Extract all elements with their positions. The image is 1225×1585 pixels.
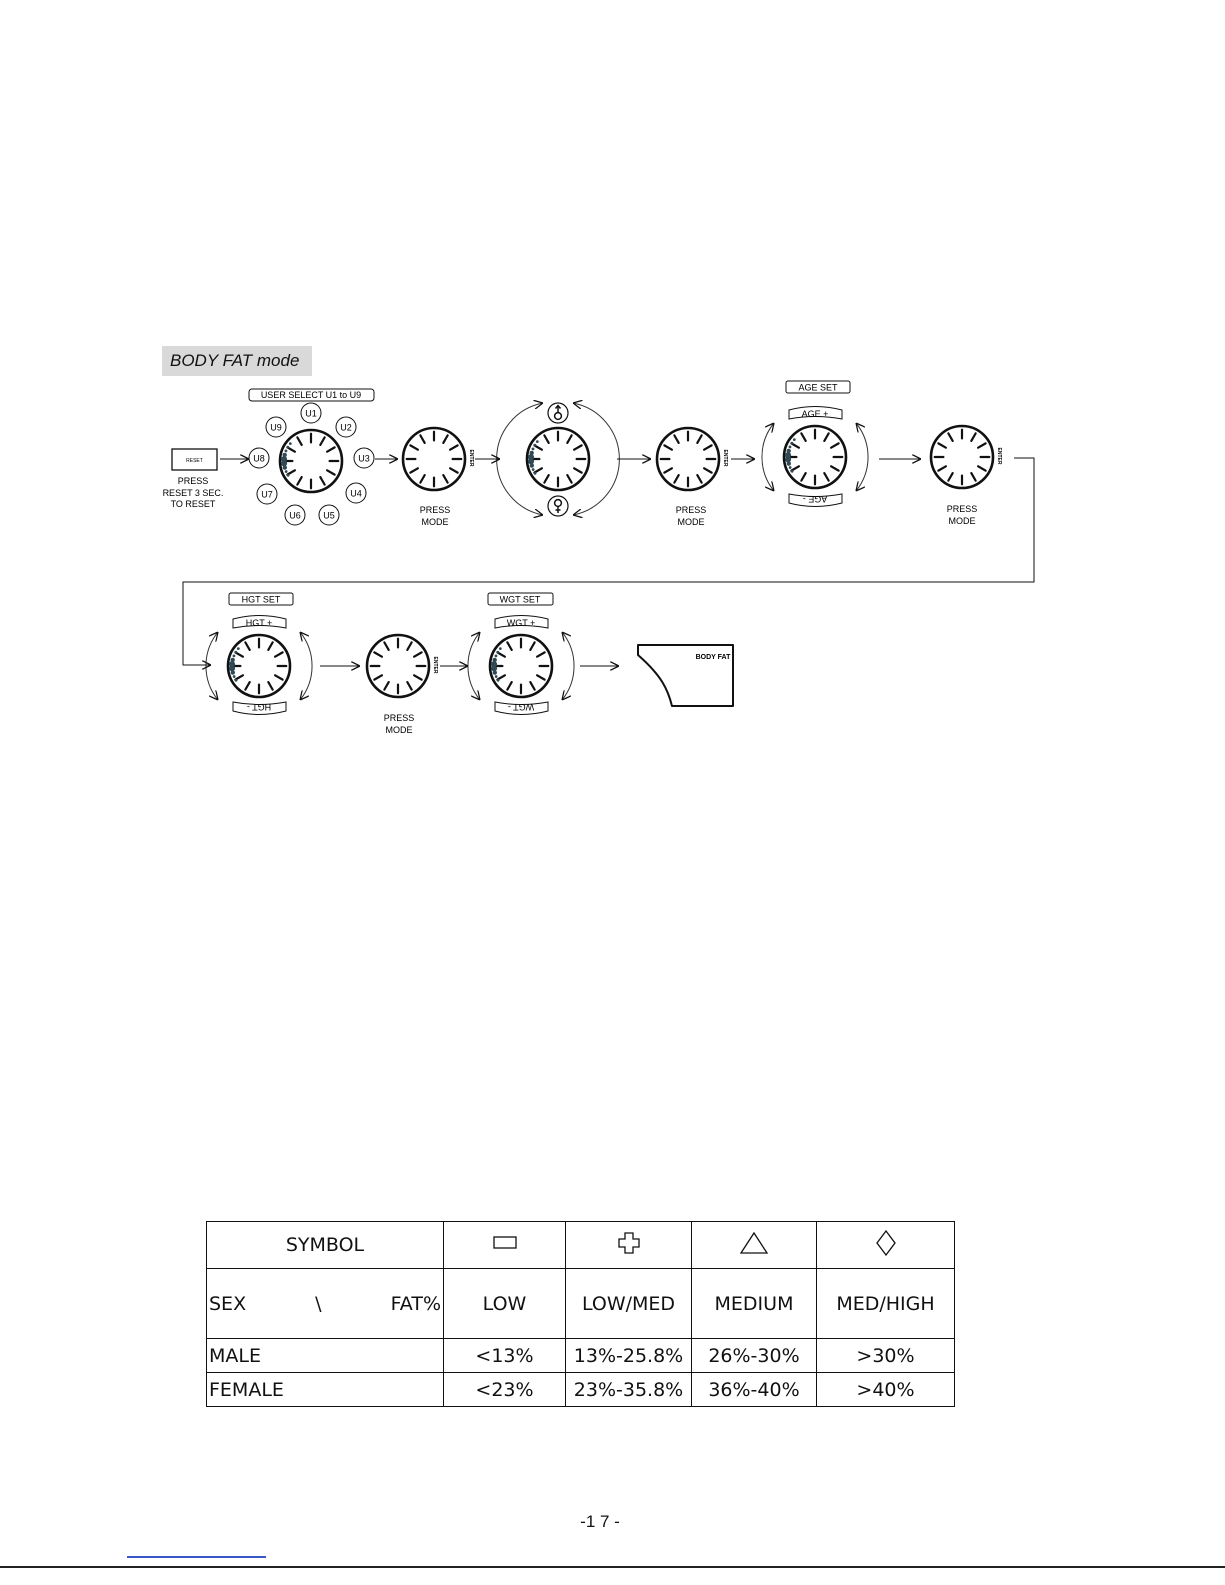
- male-symbol-icon: [548, 403, 568, 423]
- footer-link-underline: [127, 1556, 266, 1558]
- level-dot: [789, 466, 792, 469]
- female-symbol-icon: [548, 496, 568, 516]
- row-label-male: MALE: [207, 1339, 444, 1373]
- sex-fat-header: [207, 1269, 444, 1339]
- level-dot: [495, 654, 498, 657]
- svg-text:U6: U6: [289, 510, 301, 521]
- user-bubble-u2[interactable]: [336, 417, 356, 437]
- table-row-male: [207, 1339, 955, 1373]
- weight-dial-knob[interactable]: [490, 635, 552, 697]
- press-mode-caption-1b: MODE: [421, 517, 449, 527]
- sex-select-dial-knob[interactable]: [527, 428, 589, 490]
- level-dot: [532, 447, 535, 450]
- sex-header-label: SEX: [209, 1292, 247, 1315]
- category-med-high: MED/HIGH: [817, 1269, 955, 1339]
- fat-header-label: FAT%: [390, 1292, 441, 1315]
- level-dot: [282, 453, 286, 457]
- table-cell: >30%: [817, 1339, 955, 1373]
- reset-caption-line-1: PRESS: [177, 476, 209, 486]
- svg-text:U8: U8: [253, 453, 265, 464]
- level-dot: [230, 658, 234, 662]
- user-bubble-u1[interactable]: [301, 403, 321, 423]
- diamond-icon: [817, 1222, 955, 1269]
- height-plus-button[interactable]: [233, 616, 286, 629]
- user-select-dial-knob[interactable]: [280, 430, 342, 492]
- category-low-med: LOW/MED: [566, 1269, 692, 1339]
- enter-label: ENTER: [722, 449, 728, 467]
- press-mode-caption-4a: PRESS: [383, 713, 415, 723]
- age-minus-button[interactable]: [789, 494, 842, 507]
- user-bubble-u7[interactable]: [257, 484, 277, 504]
- level-dot: [237, 647, 240, 650]
- table-cell: 26%-30%: [692, 1339, 817, 1373]
- table-cell: <13%: [444, 1339, 566, 1373]
- weight-minus-button[interactable]: [495, 702, 548, 715]
- level-dot: [492, 658, 496, 662]
- svg-text:WGT -: WGT -: [507, 702, 535, 712]
- user-bubble-u4[interactable]: [346, 483, 366, 503]
- table-cell: 13%-25.8%: [566, 1339, 692, 1373]
- mode-dial-knob-3[interactable]: [931, 426, 1002, 488]
- level-dot: [499, 647, 502, 650]
- level-dot: [534, 472, 537, 475]
- enter-label: ENTER: [468, 449, 474, 467]
- svg-text:U2: U2: [340, 422, 352, 433]
- level-dot: [234, 651, 237, 654]
- svg-text:U7: U7: [261, 489, 273, 500]
- reset-button-label: RESET: [186, 458, 203, 464]
- body-fat-display: [638, 645, 733, 706]
- age-plus-button[interactable]: [789, 407, 842, 420]
- svg-text:AGE -: AGE -: [802, 494, 828, 504]
- press-mode-caption-3a: PRESS: [946, 504, 978, 514]
- level-dot: [233, 654, 236, 657]
- table-cell: 36%-40%: [692, 1373, 817, 1407]
- svg-text:HGT -: HGT -: [246, 702, 272, 712]
- level-dot: [286, 446, 289, 449]
- mode-title: BODY FAT mode: [162, 346, 312, 376]
- svg-text:HGT +: HGT +: [245, 618, 273, 628]
- svg-text:WGT +: WGT +: [506, 618, 536, 628]
- enter-label: ENTER: [432, 656, 438, 674]
- level-dot: [233, 675, 236, 678]
- level-dot: [496, 651, 499, 654]
- mode-dial-knob-2[interactable]: [657, 428, 728, 490]
- table-cell: >40%: [817, 1373, 955, 1407]
- footer-rule: [0, 1566, 1225, 1568]
- level-dot: [790, 442, 793, 445]
- level-dot: [287, 474, 290, 477]
- level-dot: [289, 442, 292, 445]
- svg-text:U9: U9: [270, 422, 282, 433]
- level-dot: [497, 679, 500, 682]
- triangle-icon: [692, 1222, 817, 1269]
- reset-caption-line-3: TO RESET: [170, 499, 216, 509]
- symbol-header: SYMBOL: [207, 1222, 444, 1269]
- mode-dial-knob-4[interactable]: [367, 635, 438, 697]
- category-low: LOW: [444, 1269, 566, 1339]
- category-medium: MEDIUM: [692, 1269, 817, 1339]
- user-bubble-u8[interactable]: [249, 448, 269, 468]
- user-select-label: USER SELECT U1 to U9: [260, 390, 362, 400]
- page-number: -1 7 -: [580, 1512, 620, 1531]
- height-minus-button[interactable]: [233, 702, 286, 715]
- age-dial-knob[interactable]: [784, 426, 846, 488]
- svg-text:U1: U1: [305, 408, 317, 419]
- press-mode-caption-2a: PRESS: [675, 505, 707, 515]
- age-set-label: AGE SET: [798, 382, 838, 393]
- cross-icon: [566, 1222, 692, 1269]
- reset-button[interactable]: [172, 449, 217, 470]
- table-cell: <23%: [444, 1373, 566, 1407]
- user-bubble-u9[interactable]: [266, 417, 286, 437]
- press-mode-caption-2b: MODE: [677, 517, 705, 527]
- svg-text:AGE +: AGE +: [801, 409, 829, 419]
- reset-caption-line-2: RESET 3 SEC.: [162, 488, 224, 498]
- svg-text:U5: U5: [323, 510, 335, 521]
- height-dial-knob[interactable]: [228, 635, 290, 697]
- user-bubble-u5[interactable]: [319, 505, 339, 525]
- user-bubble-u3[interactable]: [354, 448, 374, 468]
- enter-label: ENTER: [996, 447, 1002, 465]
- body-fat-table: [206, 1221, 955, 1407]
- level-dot: [285, 449, 288, 452]
- level-dot: [235, 679, 238, 682]
- press-mode-caption-4b: MODE: [385, 725, 413, 735]
- level-dot: [536, 440, 539, 443]
- weight-plus-button[interactable]: [495, 616, 548, 629]
- press-mode-caption-3b: MODE: [948, 516, 976, 526]
- level-dot: [285, 470, 288, 473]
- level-dot: [529, 451, 533, 455]
- level-dot: [532, 468, 535, 471]
- table-row-female: [207, 1373, 955, 1407]
- body-fat-flow-diagram: [0, 0, 1225, 760]
- svg-text:U3: U3: [358, 453, 370, 464]
- level-dot: [793, 438, 796, 441]
- level-dot: [533, 444, 536, 447]
- body-fat-display-label: BODY FAT: [695, 654, 731, 661]
- wgt-set-label: WGT SET: [499, 594, 541, 605]
- press-mode-caption-1a: PRESS: [419, 505, 451, 515]
- level-dot: [789, 445, 792, 448]
- header-divider-slash: \: [315, 1292, 322, 1315]
- table-cell: 23%-35.8%: [566, 1373, 692, 1407]
- level-dot: [495, 675, 498, 678]
- level-dot: [786, 449, 790, 453]
- hgt-set-label: HGT SET: [241, 594, 281, 605]
- svg-text:U4: U4: [350, 488, 362, 499]
- mode-dial-knob-1[interactable]: [403, 428, 474, 490]
- rectangle-icon: [444, 1222, 566, 1269]
- user-bubble-u6[interactable]: [285, 505, 305, 525]
- row-label-female: FEMALE: [207, 1373, 444, 1407]
- level-dot: [791, 470, 794, 473]
